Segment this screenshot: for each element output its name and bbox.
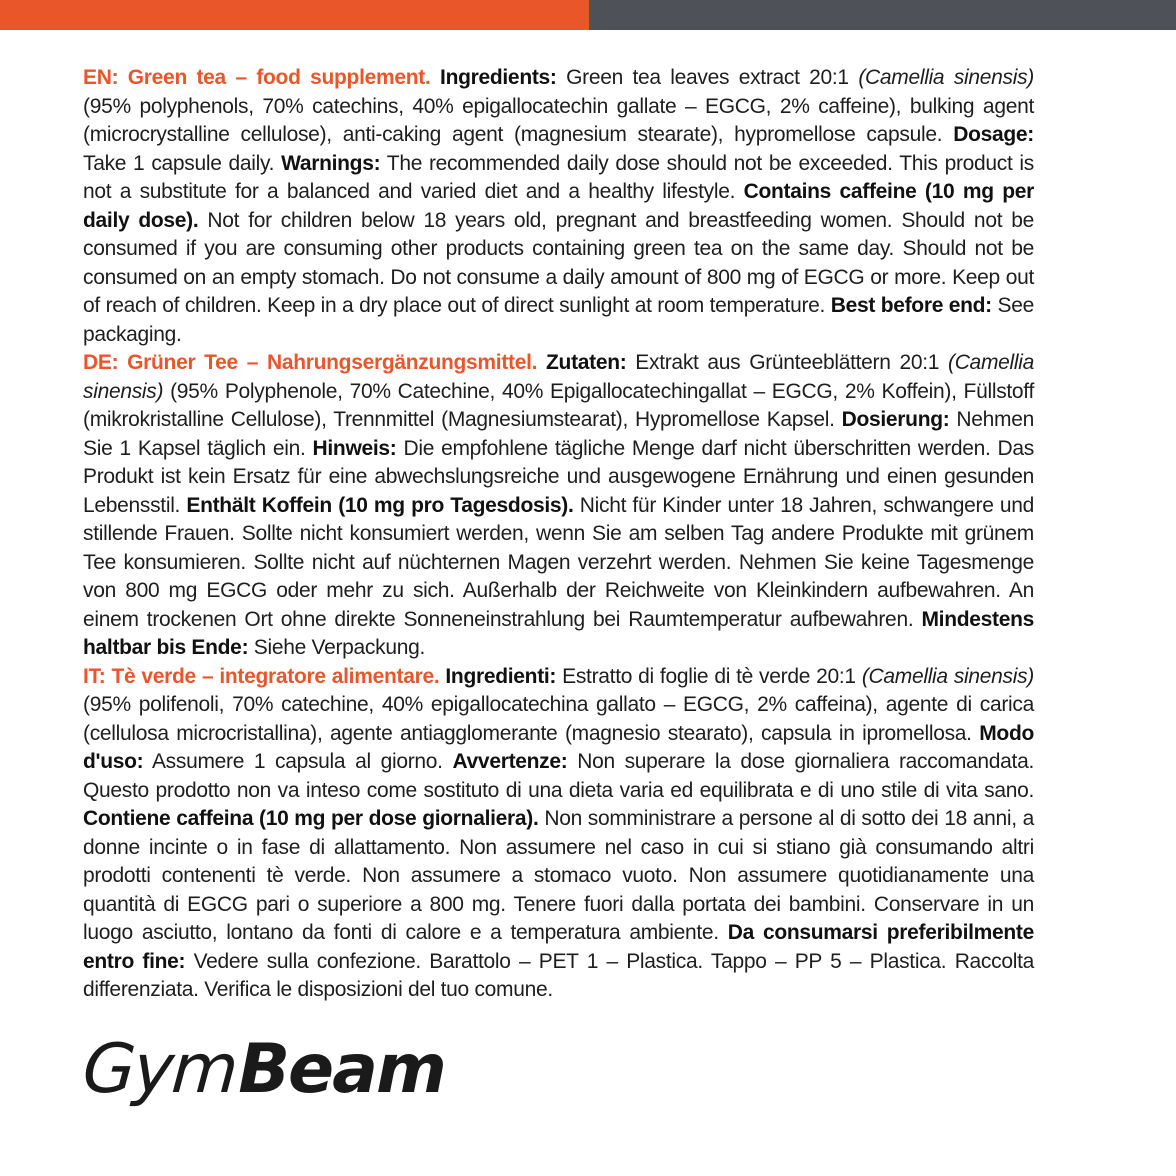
dosage-text-it: Assumere 1 capsula al giorno. — [143, 750, 453, 773]
ingredients-text-de: Extrakt aus Grünteeblättern 20:1 — [626, 351, 948, 374]
best-before-text-en: See packaging. — [83, 294, 1034, 346]
warnings-label-de: Hinweis: — [312, 436, 397, 460]
caffeine-label-en: Contains caffeine (10 mg per daily dose). — [83, 180, 1034, 232]
section-de — [83, 349, 1034, 663]
ingredients-label-en: Ingredients: — [440, 66, 557, 89]
label-text-block — [83, 64, 1034, 1005]
logo-text-beam: Beam — [238, 1030, 445, 1109]
best-before-text-de: Siehe Verpackung. — [248, 636, 425, 659]
caffeine-text-it: Non somministrare a persone al di sotto dei 18 anni, a donne incinte o in fase di allattamento. Non assumere nel caso in cui si stiano già consumando altri prodotti contenenti tè verde. Non assumere a stomaco vuoto. Non assumere quotidianamente una quantità di EGCG pari o superiore a 800 mg. Tenere fuori dalla portata dei bambini. Conservare in un luogo asciutto, lontano da fonti di calore e a temperatura ambiente. — [83, 807, 1034, 944]
best-before-label-en: Best before end: — [830, 294, 992, 317]
section-title-en: EN: Green tea – food supplement. — [83, 66, 431, 89]
warnings-label-en: Warnings: — [281, 151, 381, 175]
dosage-text-en: Take 1 capsule daily. — [83, 151, 282, 175]
dosage-label-en: Dosage: — [953, 123, 1034, 146]
section-en — [83, 64, 1034, 349]
best-before-label-de: Mindestens haltbar bis Ende: — [83, 607, 1034, 659]
caffeine-text-de: Nicht für Kinder unter 18 Jahren, schwangere und stillende Frauen. Sollte nicht konsumiert werden, wenn Sie am selben Tag andere Produkte mit grünem Tee konsumieren. Sollte nicht auf nüchternen Magen verzehrt werden. Nehmen Sie keine Tagesmenge von 800 mg EGCG oder mehr zu sich. Außerhalb der Reichweite von Kleinkindern aufbewahren. An einem trockenen Ort ohne direkte Sonneneinstrahlung bei Raumtemperatur aufbewahren. — [83, 493, 1034, 631]
latin-name-it: (Camellia sinensis) — [861, 664, 1034, 688]
top-color-bar — [0, 0, 1176, 30]
ingredients-text-en: Green tea leaves extract 20:1 — [556, 66, 859, 89]
caffeine-text-en: Not for children below 18 years old, pregnant and breastfeeding women. Should not be consumed if you are consuming other products containing green tea on the same day. Should not be consumed on an empty stomach. Do not consume a daily amount of 800 mg of EGCG or more. Keep out of reach of children. Keep in a dry place out of direct sunlight at room temperature. — [83, 208, 1034, 317]
section-title-it: IT: Tè verde – integratore alimentare. — [83, 664, 440, 688]
logo-text-gym: Gym — [80, 1030, 239, 1109]
ingredients-rest-it: (95% polifenoli, 70% catechine, 40% epigallocatechina gallato – EGCG, 2% caffeina), agente di carica (cellulosa microcristallina), agente antiagglomerante (magnesio stearato), capsula in ipromellosa. — [83, 693, 1034, 745]
warnings-text-de: Die empfohlene tägliche Menge darf nicht überschritten werden. Das Produkt ist kein Ersatz für eine abwechslungsreiche und ausgewogene Ernährung und einen gesunden Lebensstil. — [83, 436, 1034, 517]
gymbeam-logo — [80, 1030, 445, 1120]
warnings-label-it: Avvertenze: — [452, 750, 568, 773]
best-before-text-it: Vedere sulla confezione. Barattolo – PET 1 – Plastica. Tappo – PP 5 – Plastica. Raccolta differenziata. Verifica le disposizioni del tuo comune. — [83, 949, 1034, 1001]
dosage-label-it: Modo d'uso: — [83, 721, 1034, 773]
top-bar-gray-segment — [589, 0, 1176, 30]
ingredients-rest-de: (95% Polyphenole, 70% Catechine, 40% Epigallocatechingallat – EGCG, 2% Koffein), Füllstoff (mikrokristalline Cellulose), Trennmittel (Magnesiumstearat), Hypromellose Kapsel. — [83, 379, 1034, 431]
ingredients-label-de: Zutaten: — [546, 351, 627, 374]
section-title-de: DE: Grüner Tee – Nahrungsergänzungsmittel. — [83, 351, 538, 374]
caffeine-label-de: Enthält Koffein (10 mg pro Tagesdosis). — [186, 493, 574, 517]
ingredients-rest-en: (95% polyphenols, 70% catechins, 40% epigallocatechin gallate – EGCG, 2% caffeine), bulking agent (microcrystalline cellulose), anti-caking agent (magnesium stearate), hypromellose capsule. — [83, 94, 1034, 146]
dosage-text-de: Nehmen Sie 1 Kapsel täglich ein. — [83, 408, 1034, 460]
latin-name-en: (Camellia sinensis) — [858, 66, 1034, 89]
dosage-label-de: Dosierung: — [841, 408, 950, 431]
section-it — [83, 663, 1034, 1005]
top-bar-orange-segment — [0, 0, 589, 30]
ingredients-text-it: Estratto di foglie di tè verde 20:1 — [556, 664, 862, 688]
best-before-label-it: Da consumarsi preferibilmente entro fine: — [83, 921, 1034, 973]
caffeine-label-it: Contiene caffeina (10 mg per dose giornaliera). — [83, 807, 539, 830]
ingredients-label-it: Ingredienti: — [445, 664, 557, 688]
latin-name-de: (Camellia sinensis) — [83, 351, 1034, 403]
warnings-text-en: The recommended daily dose should not be exceeded. This product is not a substitute for a balanced and varied diet and a healthy lifestyle. — [83, 151, 1034, 203]
warnings-text-it: Non superare la dose giornaliera raccomandata. Questo prodotto non va inteso come sostituto di una dieta varia ed equilibrata e di uno stile di vita sano. — [83, 750, 1034, 802]
